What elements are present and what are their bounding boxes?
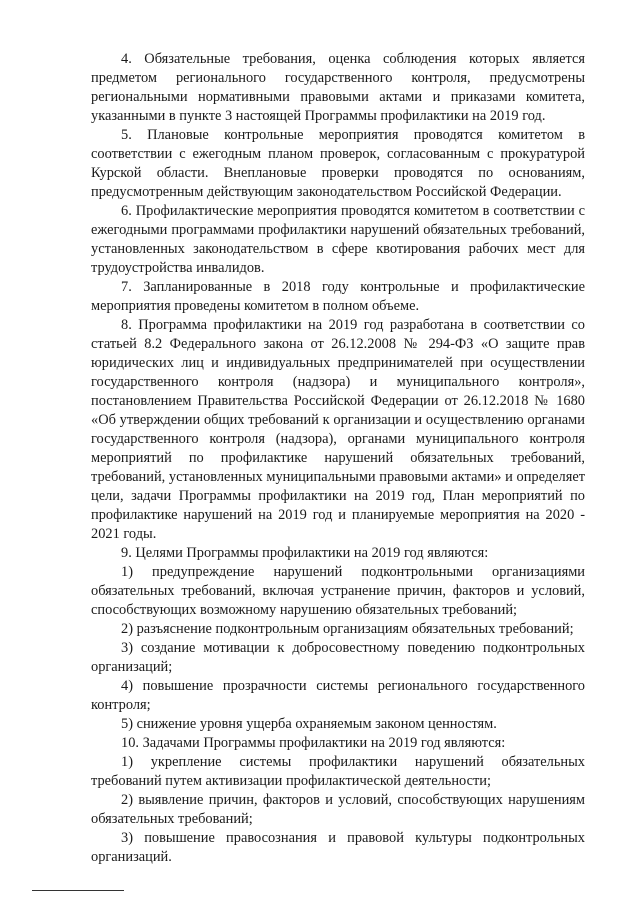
paragraph-item-7: 7. Запланированные в 2018 году контрольные и профилактические мероприятия проведены комитетом в полном объеме. xyxy=(91,279,585,314)
goal-item-5: 5) снижение уровня ущерба охраняемым законом ценностям. xyxy=(121,716,497,732)
paragraph-item-10-heading: 10. Задачами Программы профилактики на 2019 год являются: xyxy=(121,735,506,751)
goal-item-2: 2) разъяснение подконтрольным организациям обязательных требований; xyxy=(121,621,574,637)
paragraph-item-5: 5. Плановые контрольные мероприятия проводятся комитетом в соответствии с ежегодным планом проверок, согласованным с прокуратурой Курской области. Внеплановые проверки проводятся по основаниям, предусмотренным действующим законодательством Российской Федерации. xyxy=(91,127,585,200)
goal-item-3: 3) создание мотивации к добросовестному поведению подконтрольных организаций; xyxy=(91,640,585,675)
goal-item-1: 1) предупреждение нарушений подконтрольными организациями обязательных требований, включая устранение причин, факторов и условий, способствующих возможному нарушению обязательных требований; xyxy=(91,564,585,618)
paragraph-item-4: 4. Обязательные требования, оценка соблюдения которых является предметом регионального государственного контроля, предусмотрены региональными нормативными правовыми актами и приказами комитета, указанными в пункте 3 настоящей Программы профилактики на 2019 год. xyxy=(91,51,585,124)
goal-item-4: 4) повышение прозрачности системы регионального государственного контроля; xyxy=(91,678,585,713)
document-body xyxy=(91,50,585,867)
footnote-separator-rule xyxy=(32,890,124,891)
task-item-3: 3) повышение правосознания и правовой культуры подконтрольных организаций. xyxy=(91,830,585,865)
task-item-1: 1) укрепление системы профилактики нарушений обязательных требований путем активизации профилактической деятельности; xyxy=(91,754,585,789)
task-item-2: 2) выявление причин, факторов и условий, способствующих нарушениям обязательных требований; xyxy=(91,792,585,827)
paragraph-item-8: 8. Программа профилактики на 2019 год разработана в соответствии со статьей 8.2 Федерального закона от 26.12.2008 № 294-ФЗ «О защите прав юридических лиц и индивидуальных предпринимателей при осуществлении государственного контроля (надзора) и муниципального контроля», постановлением Правительства Российской Федерации от 26.12.2018 № 1680 «Об утверждении общих требований к организации и осуществлению органами государственного контроля (надзора), органами муниципального контроля мероприятий по профилактике нарушений обязательных требований, требований, установленных муниципальными правовыми актами» и определяет цели, задачи Программы профилактики на 2019 год, План мероприятий по профилактике нарушений на 2019 год и планируемые мероприятия на 2020 - 2021 годы. xyxy=(91,317,585,542)
paragraph-item-6: 6. Профилактические мероприятия проводятся комитетом в соответствии с ежегодными программами профилактики нарушений обязательных требований, установленных законодательством в сфере квотирования рабочих мест для трудоустройства инвалидов. xyxy=(91,203,585,276)
paragraph-item-9-heading: 9. Целями Программы профилактики на 2019 год являются: xyxy=(121,545,489,561)
